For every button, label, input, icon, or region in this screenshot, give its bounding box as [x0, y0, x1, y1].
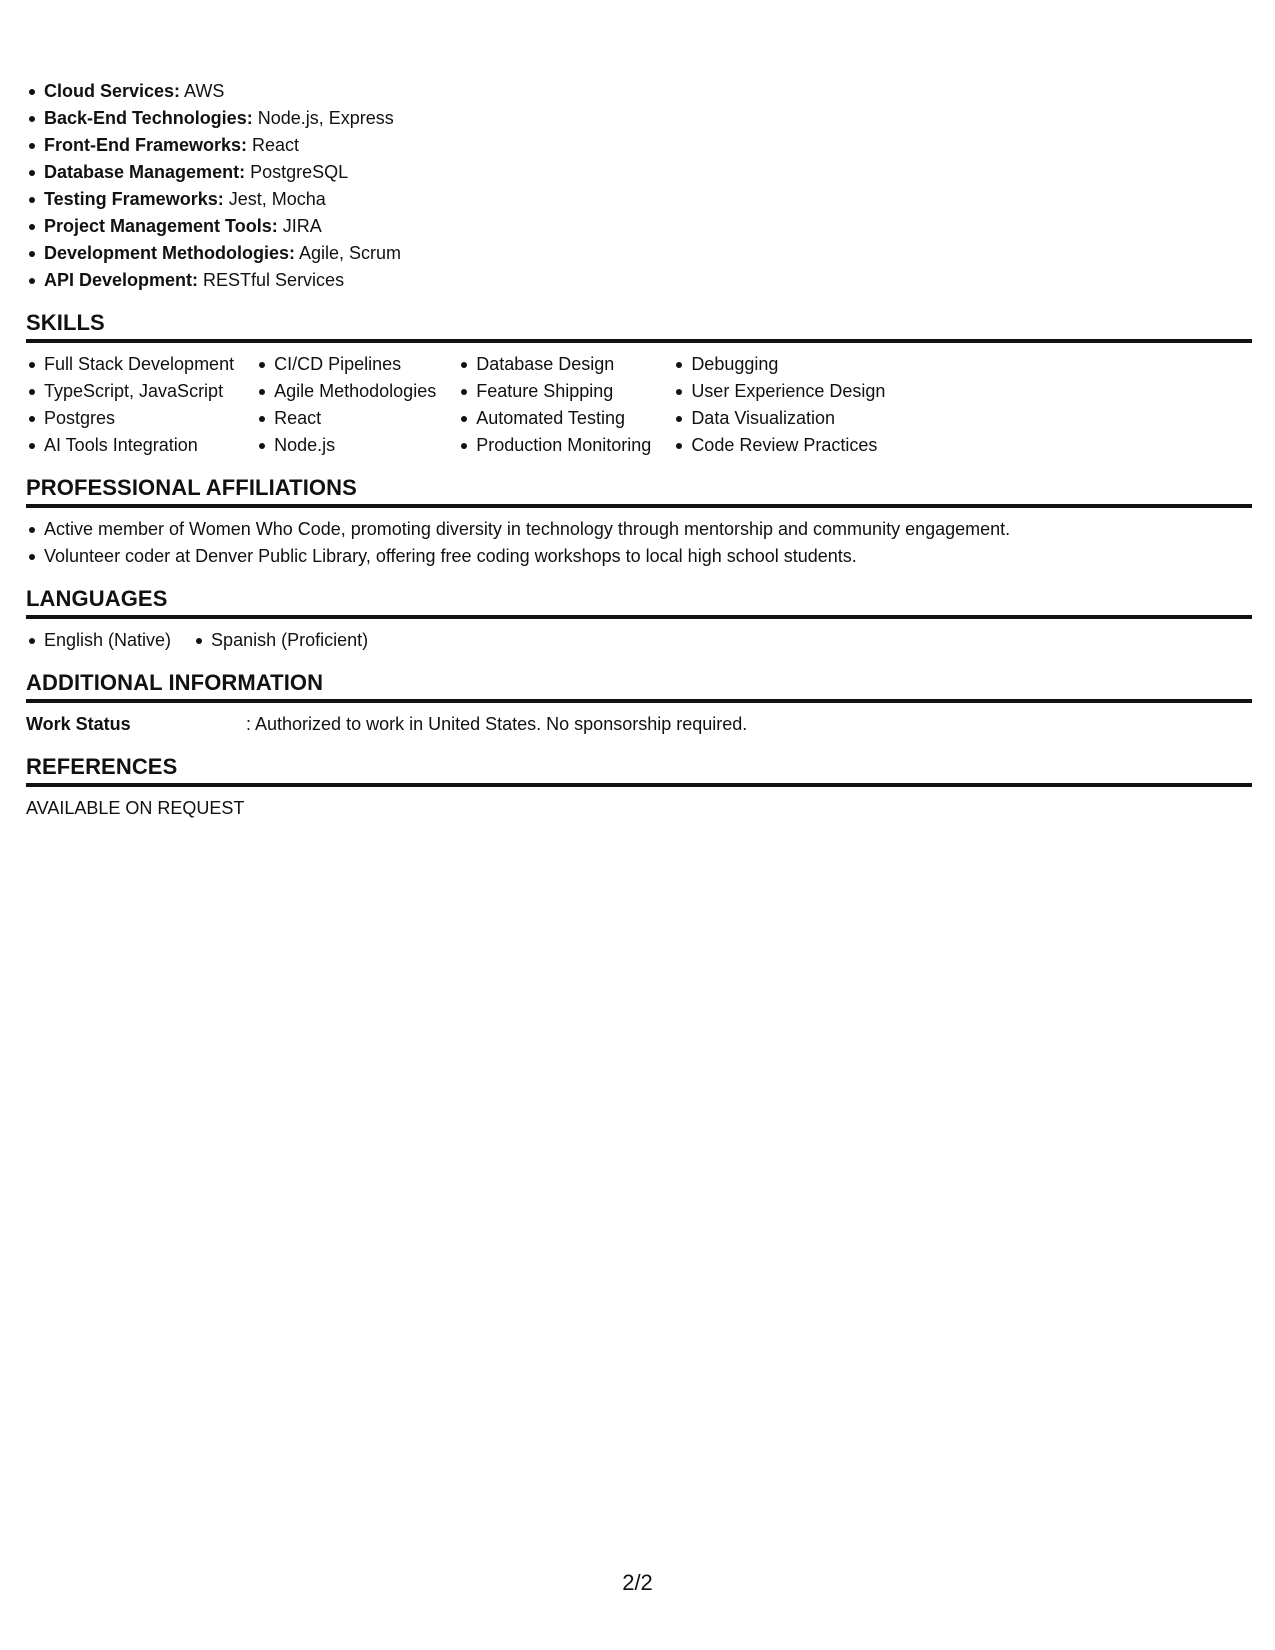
- item-value: JIRA: [277, 216, 322, 236]
- skill-item: Postgres: [26, 405, 234, 432]
- skill-item: Node.js: [256, 432, 436, 459]
- resume-page: [26, 78, 1252, 822]
- languages-list: [26, 627, 1252, 654]
- item-label: Project Management Tools:: [44, 216, 278, 236]
- item-value: Node.js, Express: [252, 108, 394, 128]
- item-label: Cloud Services:: [44, 81, 181, 101]
- list-item: [26, 105, 1252, 132]
- references-section-header: [26, 752, 1252, 787]
- item-value: PostgreSQL: [245, 162, 349, 182]
- item-label: Back-End Technologies:: [44, 108, 253, 128]
- work-status-label: Work Status: [26, 714, 131, 734]
- affiliation-item: Volunteer coder at Denver Public Library, offering free coding workshops to local high school students.: [26, 543, 1252, 570]
- list-item: [26, 240, 1252, 267]
- skill-item: User Experience Design: [673, 378, 885, 405]
- skill-item: Full Stack Development: [26, 351, 234, 378]
- additional-info-body: [26, 711, 1252, 738]
- affiliations-list: [26, 516, 1252, 570]
- technical-skills-list: [26, 78, 1252, 294]
- list-item: [26, 159, 1252, 186]
- skill-item: React: [256, 405, 436, 432]
- affiliations-section-header: [26, 473, 1252, 508]
- item-value: AWS: [180, 81, 225, 101]
- skill-item: Debugging: [673, 351, 885, 378]
- skill-item: AI Tools Integration: [26, 432, 234, 459]
- section-title: ADDITIONAL INFORMATION: [26, 670, 324, 695]
- list-item: [26, 213, 1252, 240]
- skill-item: Automated Testing: [458, 405, 651, 432]
- skill-item: Feature Shipping: [458, 378, 651, 405]
- item-label: API Development:: [44, 270, 199, 290]
- list-item: [26, 267, 1252, 294]
- item-value: Agile, Scrum: [295, 243, 402, 263]
- item-label: Testing Frameworks:: [44, 189, 224, 209]
- skills-column: [673, 351, 885, 459]
- section-title: SKILLS: [26, 310, 105, 335]
- references-text: AVAILABLE ON REQUEST: [26, 798, 245, 818]
- item-label: Development Methodologies:: [44, 243, 296, 263]
- skill-item: TypeScript, JavaScript: [26, 378, 234, 405]
- skills-column: [256, 351, 436, 459]
- skill-item: Agile Methodologies: [256, 378, 436, 405]
- language-item: English (Native): [26, 627, 171, 654]
- skill-item: Code Review Practices: [673, 432, 885, 459]
- skill-item: Database Design: [458, 351, 651, 378]
- item-value: RESTful Services: [198, 270, 345, 290]
- list-item: [26, 78, 1252, 105]
- item-label: Front-End Frameworks:: [44, 135, 248, 155]
- list-item: [26, 132, 1252, 159]
- additional-info-section-header: [26, 668, 1252, 703]
- item-value: Jest, Mocha: [223, 189, 326, 209]
- section-title: LANGUAGES: [26, 586, 168, 611]
- item-value: React: [247, 135, 300, 155]
- languages-section-header: [26, 584, 1252, 619]
- skills-column: [26, 351, 234, 459]
- work-status-value: : Authorized to work in United States. No sponsorship required.: [246, 714, 748, 734]
- page-number: 2/2: [622, 1570, 653, 1595]
- language-item: Spanish (Proficient): [193, 627, 368, 654]
- skills-grid: [26, 351, 1252, 459]
- section-title: REFERENCES: [26, 754, 178, 779]
- affiliation-item: Active member of Women Who Code, promoting diversity in technology through mentorship and community engagement.: [26, 516, 1252, 543]
- skill-item: Data Visualization: [673, 405, 885, 432]
- section-title: PROFESSIONAL AFFILIATIONS: [26, 475, 357, 500]
- skills-column: [458, 351, 651, 459]
- skills-section-header: [26, 308, 1252, 343]
- work-status-row: [26, 711, 1252, 738]
- skill-item: Production Monitoring: [458, 432, 651, 459]
- list-item: [26, 186, 1252, 213]
- item-label: Database Management:: [44, 162, 246, 182]
- skill-item: CI/CD Pipelines: [256, 351, 436, 378]
